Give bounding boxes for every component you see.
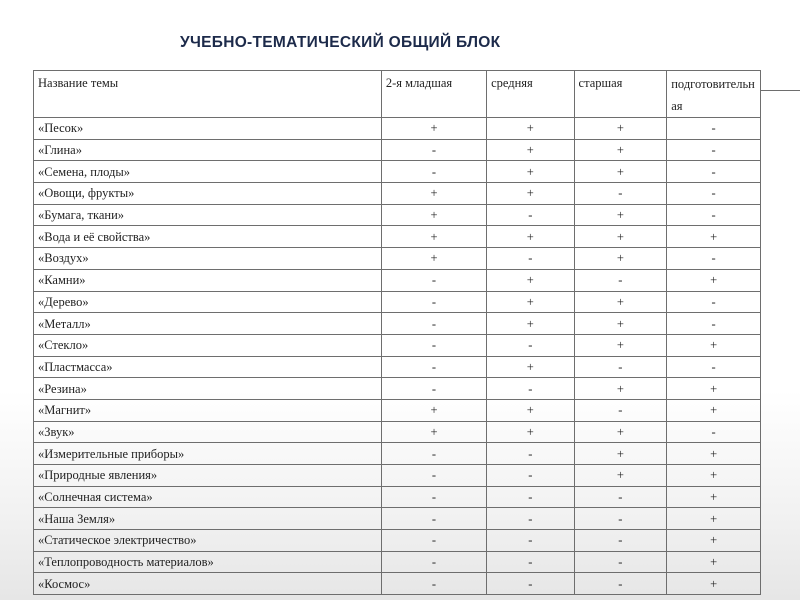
table-row bbox=[34, 204, 761, 226]
cell-junior-2-mark: - bbox=[381, 378, 486, 400]
cell-senior-mark: + bbox=[574, 291, 667, 313]
cell-senior-mark: - bbox=[574, 399, 667, 421]
cell-topic-name: «Наша Земля» bbox=[34, 508, 382, 530]
cell-senior-mark: + bbox=[574, 334, 667, 356]
table-row bbox=[34, 226, 761, 248]
cell-preparatory-mark: - bbox=[667, 421, 761, 443]
cell-senior-mark: - bbox=[574, 551, 667, 573]
cell-senior-mark: + bbox=[574, 248, 667, 270]
cell-junior-2-mark: + bbox=[381, 204, 486, 226]
cell-middle-mark: - bbox=[487, 465, 574, 487]
cell-junior-2-mark: - bbox=[381, 551, 486, 573]
cell-senior-mark: + bbox=[574, 443, 667, 465]
cell-junior-2-mark: - bbox=[381, 573, 486, 595]
cell-junior-2-mark: + bbox=[381, 118, 486, 140]
cell-senior-mark: - bbox=[574, 530, 667, 552]
cell-topic-name: «Песок» bbox=[34, 118, 382, 140]
cell-junior-2-mark: + bbox=[381, 183, 486, 205]
cell-topic-name: «Овощи, фрукты» bbox=[34, 183, 382, 205]
cell-topic-name: «Металл» bbox=[34, 313, 382, 335]
cell-junior-2-mark: + bbox=[381, 399, 486, 421]
cell-preparatory-mark: - bbox=[667, 356, 761, 378]
table-row bbox=[34, 269, 761, 291]
cell-topic-name: «Стекло» bbox=[34, 334, 382, 356]
cell-junior-2-mark: - bbox=[381, 443, 486, 465]
cell-senior-mark: - bbox=[574, 573, 667, 595]
cell-preparatory-mark: + bbox=[667, 443, 761, 465]
table-row bbox=[34, 378, 761, 400]
cell-preparatory-mark: - bbox=[667, 118, 761, 140]
table-row bbox=[34, 183, 761, 205]
cell-junior-2-mark: - bbox=[381, 139, 486, 161]
cell-topic-name: «Резина» bbox=[34, 378, 382, 400]
cell-topic-name: «Статическое электричество» bbox=[34, 530, 382, 552]
cell-topic-name: «Природные явления» bbox=[34, 465, 382, 487]
cell-senior-mark: - bbox=[574, 486, 667, 508]
cell-senior-mark: + bbox=[574, 226, 667, 248]
table-row bbox=[34, 334, 761, 356]
table-body bbox=[34, 118, 761, 595]
cell-senior-mark: + bbox=[574, 204, 667, 226]
cell-preparatory-mark: - bbox=[667, 183, 761, 205]
cell-senior-mark: + bbox=[574, 161, 667, 183]
cell-preparatory-mark: - bbox=[667, 139, 761, 161]
table-row bbox=[34, 313, 761, 335]
cell-preparatory-mark: - bbox=[667, 313, 761, 335]
cell-topic-name: «Глина» bbox=[34, 139, 382, 161]
cell-middle-mark: - bbox=[487, 334, 574, 356]
cell-topic-name: «Звук» bbox=[34, 421, 382, 443]
cell-middle-mark: + bbox=[487, 313, 574, 335]
cell-middle-mark: - bbox=[487, 378, 574, 400]
table-row bbox=[34, 443, 761, 465]
cell-preparatory-mark: + bbox=[667, 399, 761, 421]
cell-middle-mark: + bbox=[487, 226, 574, 248]
cell-junior-2-mark: - bbox=[381, 530, 486, 552]
table-row bbox=[34, 573, 761, 595]
cell-preparatory-mark: - bbox=[667, 248, 761, 270]
table-row bbox=[34, 161, 761, 183]
cell-junior-2-mark: - bbox=[381, 334, 486, 356]
cell-preparatory-mark: + bbox=[667, 269, 761, 291]
cell-junior-2-mark: - bbox=[381, 356, 486, 378]
cell-topic-name: «Семена, плоды» bbox=[34, 161, 382, 183]
cell-middle-mark: - bbox=[487, 486, 574, 508]
table-row bbox=[34, 508, 761, 530]
cell-senior-mark: - bbox=[574, 183, 667, 205]
cell-junior-2-mark: + bbox=[381, 421, 486, 443]
cell-topic-name: «Воздух» bbox=[34, 248, 382, 270]
cell-middle-mark: + bbox=[487, 161, 574, 183]
table-row bbox=[34, 465, 761, 487]
cell-topic-name: «Вода и её свойства» bbox=[34, 226, 382, 248]
cell-middle-mark: - bbox=[487, 204, 574, 226]
cell-senior-mark: + bbox=[574, 118, 667, 140]
cell-middle-mark: + bbox=[487, 399, 574, 421]
cell-preparatory-mark: + bbox=[667, 465, 761, 487]
cell-senior-mark: - bbox=[574, 508, 667, 530]
cell-preparatory-mark: + bbox=[667, 378, 761, 400]
cell-topic-name: «Пластмасса» bbox=[34, 356, 382, 378]
cell-topic-name: «Камни» bbox=[34, 269, 382, 291]
cell-middle-mark: - bbox=[487, 551, 574, 573]
cell-senior-mark: - bbox=[574, 269, 667, 291]
cell-senior-mark: + bbox=[574, 313, 667, 335]
cell-middle-mark: + bbox=[487, 356, 574, 378]
table-row bbox=[34, 530, 761, 552]
table-row bbox=[34, 248, 761, 270]
cell-senior-mark: + bbox=[574, 465, 667, 487]
cell-preparatory-mark: + bbox=[667, 573, 761, 595]
cell-topic-name: «Дерево» bbox=[34, 291, 382, 313]
cell-preparatory-mark: + bbox=[667, 486, 761, 508]
header-senior: старшая bbox=[574, 71, 667, 118]
cell-topic-name: «Магнит» bbox=[34, 399, 382, 421]
cell-junior-2-mark: - bbox=[381, 465, 486, 487]
cell-preparatory-mark: - bbox=[667, 161, 761, 183]
cell-middle-mark: + bbox=[487, 139, 574, 161]
cell-preparatory-mark: - bbox=[667, 204, 761, 226]
table-row bbox=[34, 399, 761, 421]
cell-junior-2-mark: + bbox=[381, 226, 486, 248]
cell-middle-mark: - bbox=[487, 443, 574, 465]
header-topic-name: Название темы bbox=[34, 71, 382, 118]
cell-topic-name: «Космос» bbox=[34, 573, 382, 595]
cell-junior-2-mark: - bbox=[381, 161, 486, 183]
table-row bbox=[34, 551, 761, 573]
cell-middle-mark: - bbox=[487, 248, 574, 270]
cell-preparatory-mark: + bbox=[667, 551, 761, 573]
cell-junior-2-mark: - bbox=[381, 508, 486, 530]
cell-topic-name: «Теплопроводность материалов» bbox=[34, 551, 382, 573]
cell-topic-name: «Бумага, ткани» bbox=[34, 204, 382, 226]
cell-junior-2-mark: - bbox=[381, 269, 486, 291]
cell-preparatory-mark: + bbox=[667, 334, 761, 356]
cell-middle-mark: + bbox=[487, 421, 574, 443]
table-row bbox=[34, 356, 761, 378]
table-row bbox=[34, 118, 761, 140]
table-row bbox=[34, 486, 761, 508]
cell-middle-mark: - bbox=[487, 530, 574, 552]
cell-middle-mark: + bbox=[487, 291, 574, 313]
cell-middle-mark: - bbox=[487, 573, 574, 595]
topics-table bbox=[33, 70, 761, 595]
cell-middle-mark: + bbox=[487, 183, 574, 205]
page-title: УЧЕБНО-ТЕМАТИЧЕСКИЙ ОБЩИЙ БЛОК bbox=[180, 34, 501, 51]
header-middle: средняя bbox=[487, 71, 574, 118]
table-row bbox=[34, 139, 761, 161]
cell-junior-2-mark: - bbox=[381, 291, 486, 313]
cell-topic-name: «Солнечная система» bbox=[34, 486, 382, 508]
cell-junior-2-mark: - bbox=[381, 313, 486, 335]
cell-preparatory-mark: + bbox=[667, 508, 761, 530]
cell-senior-mark: + bbox=[574, 421, 667, 443]
table-header-row bbox=[34, 71, 761, 118]
cell-senior-mark: - bbox=[574, 356, 667, 378]
header-preparatory: подготовительная bbox=[667, 71, 761, 118]
header-divider-line bbox=[761, 90, 800, 91]
cell-middle-mark: - bbox=[487, 508, 574, 530]
cell-junior-2-mark: - bbox=[381, 486, 486, 508]
table-row bbox=[34, 421, 761, 443]
cell-middle-mark: + bbox=[487, 118, 574, 140]
header-junior-2: 2-я младшая bbox=[381, 71, 486, 118]
table-row bbox=[34, 291, 761, 313]
cell-junior-2-mark: + bbox=[381, 248, 486, 270]
cell-topic-name: «Измерительные приборы» bbox=[34, 443, 382, 465]
cell-preparatory-mark: - bbox=[667, 291, 761, 313]
cell-senior-mark: + bbox=[574, 139, 667, 161]
cell-preparatory-mark: + bbox=[667, 226, 761, 248]
cell-senior-mark: + bbox=[574, 378, 667, 400]
cell-preparatory-mark: + bbox=[667, 530, 761, 552]
cell-middle-mark: + bbox=[487, 269, 574, 291]
